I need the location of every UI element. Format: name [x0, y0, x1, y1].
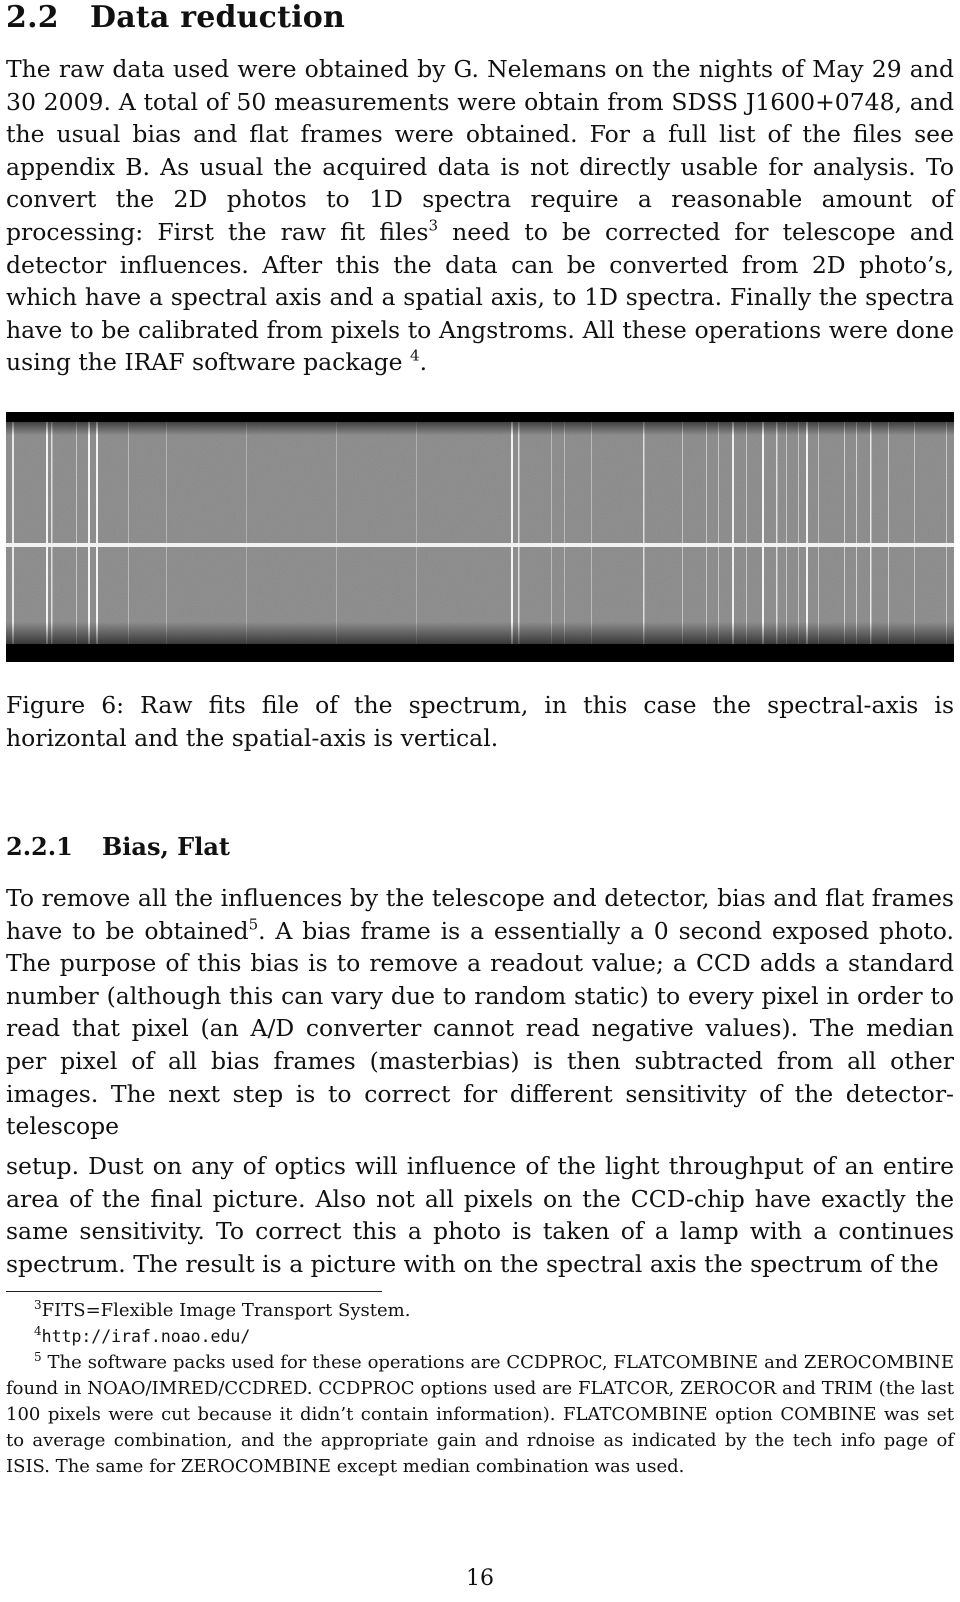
- paragraph-text: The raw data used were obtained by G. Nelemans on the nights of May 29 and 30 2009. A total of 50 measurements were obtain from SDSS J1600+0748, and the usual bias and flat frames were obtained. For a full list of the files see appendix B. As usual the acquired data is not directly usable for analysis. To convert the 2D photos to 1D spectra require a reasonable amount of processing: First the raw fit files: [6, 55, 954, 246]
- footnote-mark: 3: [34, 1297, 42, 1312]
- footnote-mark: 4: [34, 1323, 42, 1338]
- footnote-separator: [6, 1291, 382, 1292]
- footnote-ref-3[interactable]: 3: [428, 216, 439, 235]
- continued-paragraph: setup. Dust on any of optics will influence of the light throughput of an entire area of the final picture. Also not all pixels on the CCD-chip have exactly the same sensitivity. To correct this a photo is taken of a lamp with a continues spectrum. The result is a picture with on the spectral axis the spectrum of the: [6, 1152, 954, 1278]
- subsection-title: Bias, Flat: [102, 832, 230, 861]
- section-title: Data reduction: [90, 0, 346, 35]
- paragraph-text: To remove all the influences by the telescope and detector, bias and flat frames have to be obtained: [6, 884, 954, 945]
- footnote-ref-4[interactable]: 4: [410, 346, 420, 365]
- figure-caption: Figure 6: Raw fits file of the spectrum, in this case the spectral-axis is horizontal and the spatial-axis is vertical.: [6, 691, 954, 752]
- edge-vignette: [6, 422, 954, 644]
- page-number: 16: [466, 1566, 494, 1591]
- raw-fits-image: [6, 412, 954, 662]
- raw-spectrum-figure: [6, 412, 954, 662]
- bottom-frame: [6, 644, 954, 662]
- footnote-text: FITS=Flexible Image Transport System.: [41, 1300, 411, 1321]
- footnote-text: The software packs used for these operations are CCDPROC, FLATCOMBINE and ZEROCOMBINE found in NOAO/IMRED/CCDRED. CCDPROC options used are FLATCOR, ZEROCOR and TRIM (the last 100 pixels were cut because it didn’t contain information). FLATCOMBINE option COMBINE was set to average combination, and the appropriate gain and rdnoise as indicated by the tech info page of ISIS. The same for ZEROCOMBINE except median combination was used.: [6, 1352, 954, 1477]
- paragraph-text: need to be corrected for telescope and detector influences. After this the data can be converted from 2D photo’s, which have a spectral axis and a spatial axis, to 1D spectra. Finally the spectra have to be calibrated from pixels to Angstroms. All these operations were done using the IRAF software package: [6, 217, 954, 377]
- footnote-4: [6, 1324, 954, 1350]
- footnotes: [6, 1298, 954, 1480]
- footnote-5: [6, 1350, 954, 1480]
- section-heading: [6, 0, 345, 36]
- footnote-mark: 5: [34, 1349, 42, 1364]
- bias-flat-paragraph: [6, 882, 954, 1143]
- paragraph-text: .: [419, 348, 428, 377]
- section-number: 2.2: [6, 0, 59, 35]
- footnote-3: [6, 1298, 954, 1324]
- subsection-number: 2.2.1: [6, 832, 73, 861]
- subsection-heading: [6, 832, 230, 862]
- paragraph-text: . A bias frame is a essentially a 0 second exposed photo. The purpose of this bias is to remove a readout value; a CCD adds a standard number (although this can vary due to random static) to every pixel in order to read that pixel (an A/D converter cannot read negative values). The median per pixel of all bias frames (masterbias) is then subtracted from all other images. The next step is to correct for different sensitivity of the detector-telescope: [6, 916, 955, 1141]
- footnote-url-link[interactable]: http://iraf.noao.edu/: [41, 1327, 251, 1346]
- intro-paragraph: [6, 53, 954, 379]
- footnote-ref-5[interactable]: 5: [248, 914, 259, 933]
